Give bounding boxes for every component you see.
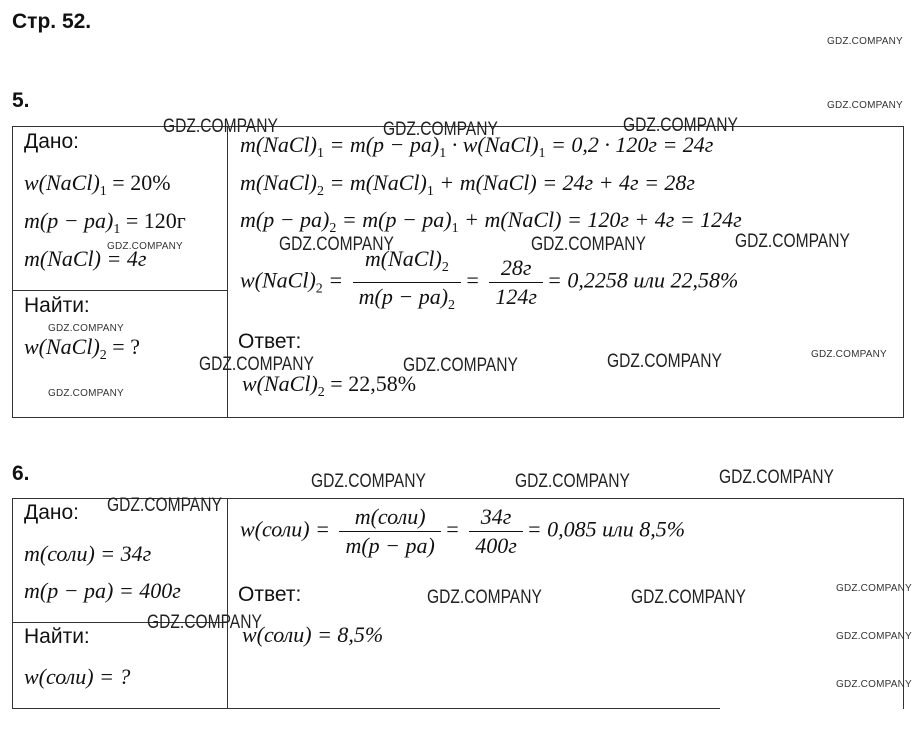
watermark: GDZ.COMPANY (811, 349, 887, 360)
p5-given-2: $m(p - pa)_1 = 120г$ (24, 208, 186, 237)
p5-solution-line-2: $m(NaCl)_2$ = $m(NaCl)_1$ + m(NaCl) = 24г + 4г = 28г (240, 170, 695, 199)
p5-solution-line-3: $m(p - pa)_2 = m(p - pa)_1$ + m(NaCl) = 120г + 4г = 124г (240, 207, 742, 236)
p5-frame-left (12, 126, 13, 418)
p6-frame-bottom (12, 708, 720, 709)
p5-find: $w(NaCl)_2$ = ? (24, 334, 140, 363)
p6-frame-right (903, 498, 904, 709)
watermark: GDZ.COMPANY (279, 234, 394, 255)
page-title: Стр. 52. (12, 10, 92, 33)
watermark: GDZ.COMPANY (719, 467, 834, 488)
watermark: GDZ.COMPANY (531, 234, 646, 255)
p5-solution-line-1: $m(NaCl)_1 = m(p - pa)_1$ · $w(NaCl)_1 = 0,2 \cdot 120г = 24г$ (240, 132, 714, 161)
p6-given-1: m(соли) = 34г (24, 541, 152, 566)
p5-frame-bottom (12, 417, 904, 418)
p5-given-label: Дано: (24, 130, 80, 153)
watermark: GDZ.COMPANY (836, 679, 912, 690)
watermark: GDZ.COMPANY (107, 241, 183, 252)
p6-given-2: m(p − pa) = 400г (24, 578, 181, 603)
p5-frame-right (903, 126, 904, 418)
p6-fraction-1: $\frac{\text{m(соли)}}{m(p - pa)}$ (339, 503, 440, 560)
watermark: GDZ.COMPANY (836, 583, 912, 594)
watermark: GDZ.COMPANY (427, 587, 542, 608)
watermark: GDZ.COMPANY (827, 36, 903, 47)
p6-find: w(соли) = ? (24, 664, 131, 689)
p6-given-label: Дано: (24, 501, 80, 524)
watermark: GDZ.COMPANY (163, 116, 278, 137)
watermark: GDZ.COMPANY (48, 388, 124, 399)
p5-answer: $w(NaCl)_2 = 22,58\%$ (242, 371, 417, 400)
watermark: GDZ.COMPANY (403, 355, 518, 376)
watermark: GDZ.COMPANY (311, 471, 426, 492)
watermark: GDZ.COMPANY (199, 354, 314, 375)
watermark: GDZ.COMPANY (836, 631, 912, 642)
problem-5-number: 5. (12, 89, 30, 112)
p6-answer-label: Ответ: (238, 583, 302, 606)
p6-frame-left (12, 498, 13, 709)
watermark: GDZ.COMPANY (827, 100, 903, 111)
p5-answer-label: Ответ: (238, 330, 302, 353)
problem-6-number: 6. (12, 462, 30, 485)
watermark: GDZ.COMPANY (147, 612, 262, 633)
watermark: GDZ.COMPANY (515, 471, 630, 492)
watermark: GDZ.COMPANY (735, 231, 850, 252)
watermark: GDZ.COMPANY (631, 587, 746, 608)
p6-answer: w(соли) = 8,5% (242, 622, 384, 647)
p5-given-1: $w(NaCl)_1 = 20\%$ (24, 170, 171, 199)
p6-fraction-2: $\frac{34г}{400г}$ (469, 503, 523, 560)
p5-divider-horizontal (12, 290, 228, 291)
p5-solution-line-4: $w(NaCl)_2$ = $\frac{m(NaCl)_2}{m(p - pa)_2}$ = $\frac{28г}{124г}$ = 0,2258 или 22,58% (240, 245, 738, 320)
watermark: GDZ.COMPANY (623, 115, 738, 136)
p6-divider-vertical (227, 498, 228, 709)
watermark: GDZ.COMPANY (107, 495, 222, 516)
p6-find-label: Найти: (24, 625, 90, 648)
watermark: GDZ.COMPANY (383, 119, 498, 140)
p5-fraction-2: $\frac{28г}{124г}$ (489, 254, 543, 311)
p5-fraction-1: $\frac{m(NaCl)_2}{m(p - pa)_2}$ (353, 245, 461, 320)
p6-solution: w(соли) = $\frac{\text{m(соли)}}{m(p - pa)}$ = $\frac{34г}{400г}$ = 0,085 или 8,5% (240, 504, 686, 558)
watermark: GDZ.COMPANY (607, 351, 722, 372)
p5-find-label: Найти: (24, 294, 90, 317)
watermark: GDZ.COMPANY (48, 323, 124, 334)
p5-given-3: m(NaCl) = 4г (24, 246, 147, 271)
